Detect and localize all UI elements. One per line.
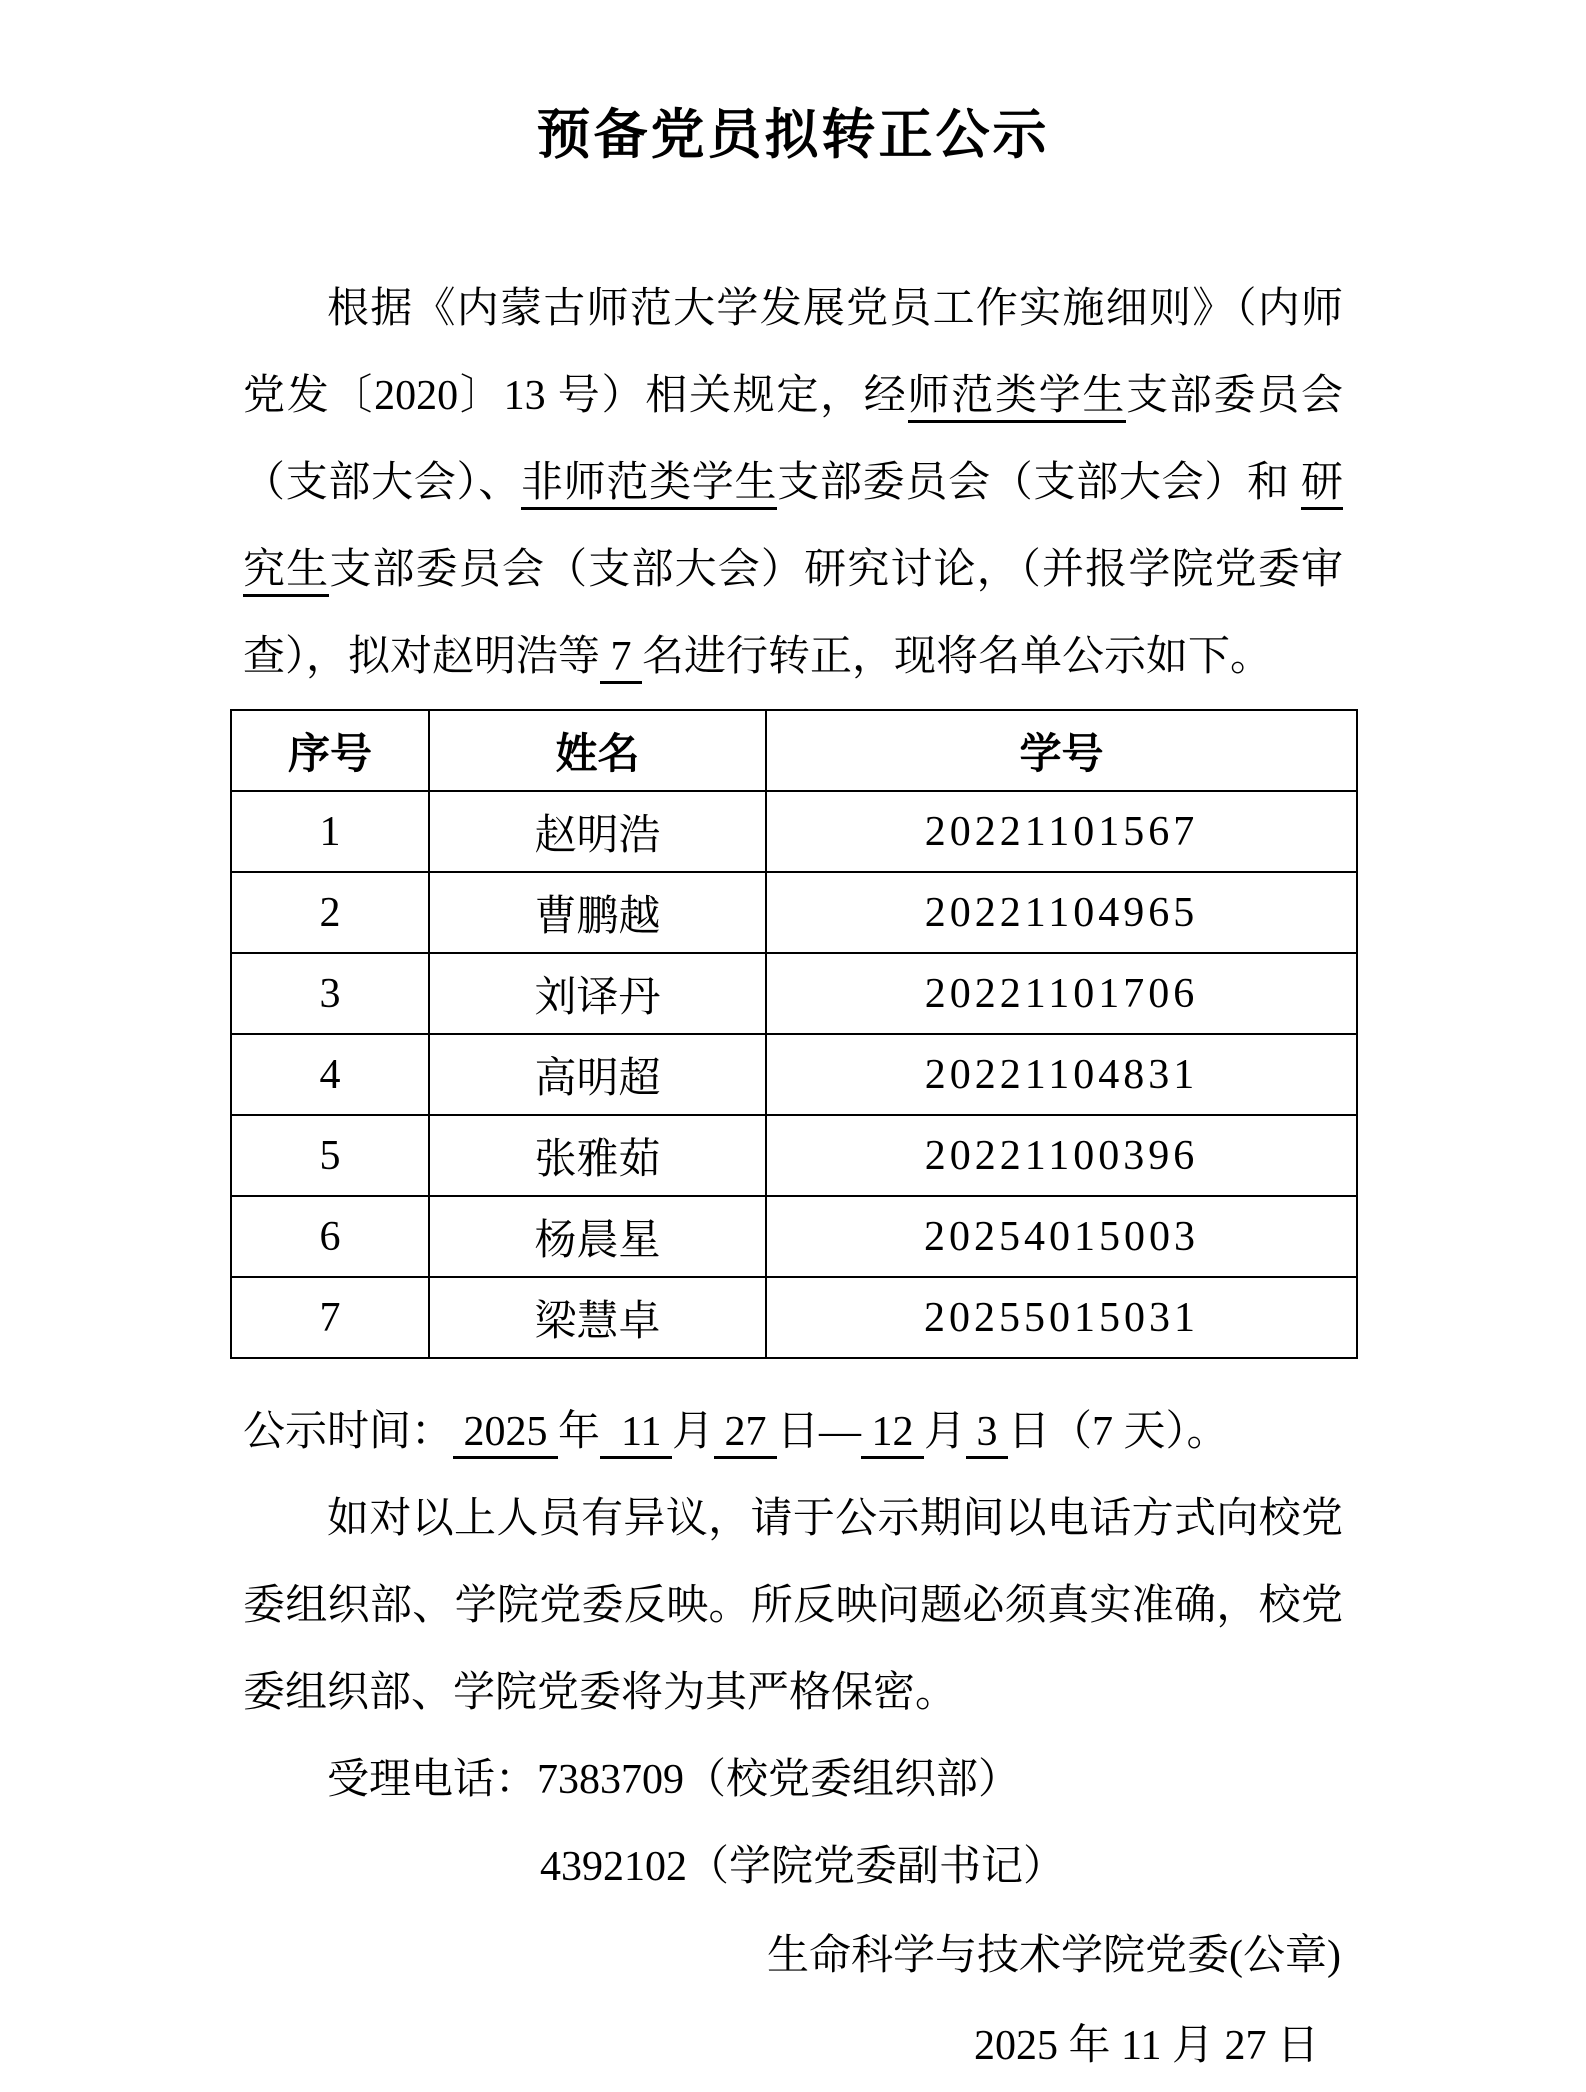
table-row	[231, 872, 1357, 953]
table-row	[231, 791, 1357, 872]
row-number: 3	[231, 953, 429, 1034]
underlined-member-count: 7	[600, 634, 642, 684]
table-header-row	[231, 710, 1357, 791]
row-number: 4	[231, 1034, 429, 1115]
student-id: 20221104965	[766, 872, 1357, 953]
row-number: 7	[231, 1277, 429, 1358]
student-name: 高明超	[429, 1034, 766, 1115]
student-name: 刘译丹	[429, 953, 766, 1034]
period-end-day-value: 3	[966, 1409, 1008, 1459]
signature-date: 2025 年 11 月 27 日	[974, 2023, 1319, 2069]
signature-block	[243, 1911, 1343, 2091]
period-start-month-value: 11	[600, 1409, 672, 1459]
period-year-unit: 年	[558, 1409, 601, 1455]
period-end-month-value: 12	[861, 1409, 924, 1459]
student-id: 20254015003	[766, 1196, 1357, 1277]
table-row	[231, 1034, 1357, 1115]
page-title: 预备党员拟转正公示	[536, 105, 1050, 165]
table-row	[231, 953, 1357, 1034]
header-id: 学号	[766, 710, 1357, 791]
row-number: 2	[231, 872, 429, 953]
underlined-branch-graduate: 研究生	[243, 460, 1343, 597]
roster-table	[230, 709, 1358, 1359]
student-name: 杨晨星	[429, 1196, 766, 1277]
row-number: 1	[231, 791, 429, 872]
intro-text-5: 名进行转正，现将名单公示如下。	[642, 634, 1273, 680]
period-start-day-value: 27	[714, 1409, 777, 1459]
row-number: 6	[231, 1196, 429, 1277]
objection-paragraph: 如对以上人员有异议，请于公示期间以电话方式向校党委组织部、学院党委反映。所反映问题必须真实准确，校党委组织部、学院党委将为其严格保密。	[243, 1496, 1343, 1716]
student-id: 20221104831	[766, 1034, 1357, 1115]
underlined-branch-nonnormal-students: 非师范类学生	[521, 460, 777, 510]
table-row	[231, 1115, 1357, 1196]
period-label: 公示时间：	[243, 1409, 454, 1455]
period-start-month-unit: 月	[671, 1409, 714, 1455]
student-id: 20221100396	[766, 1115, 1357, 1196]
intro-text-1: 根据《内蒙古师范大学发展党员工作实施细则》（内师党发〔2020〕13 号）相关规定，经	[243, 286, 1343, 419]
period-year-value: 2025	[453, 1409, 558, 1459]
signature-org: 生命科学与技术学院党委(公章)	[767, 1933, 1341, 1979]
table-row	[231, 1277, 1357, 1358]
period-duration: 日（7 天）。	[1008, 1409, 1229, 1455]
phone-line-2: 4392102（学院党委副书记）	[540, 1844, 1066, 1890]
publicity-period-line	[243, 1389, 1343, 1476]
period-end-month-unit: 月	[924, 1409, 967, 1455]
header-no: 序号	[231, 710, 429, 791]
underlined-branch-normal-students: 师范类学生	[908, 373, 1127, 423]
intro-text-3: 支部委员会（支部大会）和	[777, 460, 1301, 506]
student-name: 赵明浩	[429, 791, 766, 872]
student-name: 梁慧卓	[429, 1277, 766, 1358]
student-id: 20255015031	[766, 1277, 1357, 1358]
table-row	[231, 1196, 1357, 1277]
phone-line-1: 受理电话：7383709（校党委组织部）	[327, 1757, 1021, 1803]
student-name: 张雅茹	[429, 1115, 766, 1196]
row-number: 5	[231, 1115, 429, 1196]
intro-paragraph	[243, 266, 1343, 701]
intro-text-2: 支部委员会（支部大会）、	[243, 373, 1343, 506]
header-name: 姓名	[429, 710, 766, 791]
student-name: 曹鹏越	[429, 872, 766, 953]
intro-text-4: 支部委员会（支部大会）研究讨论，（并报学院党委审查），拟对赵明浩等	[243, 547, 1343, 680]
student-id: 20221101567	[766, 791, 1357, 872]
period-dash: 日—	[777, 1409, 862, 1455]
student-id: 20221101706	[766, 953, 1357, 1034]
